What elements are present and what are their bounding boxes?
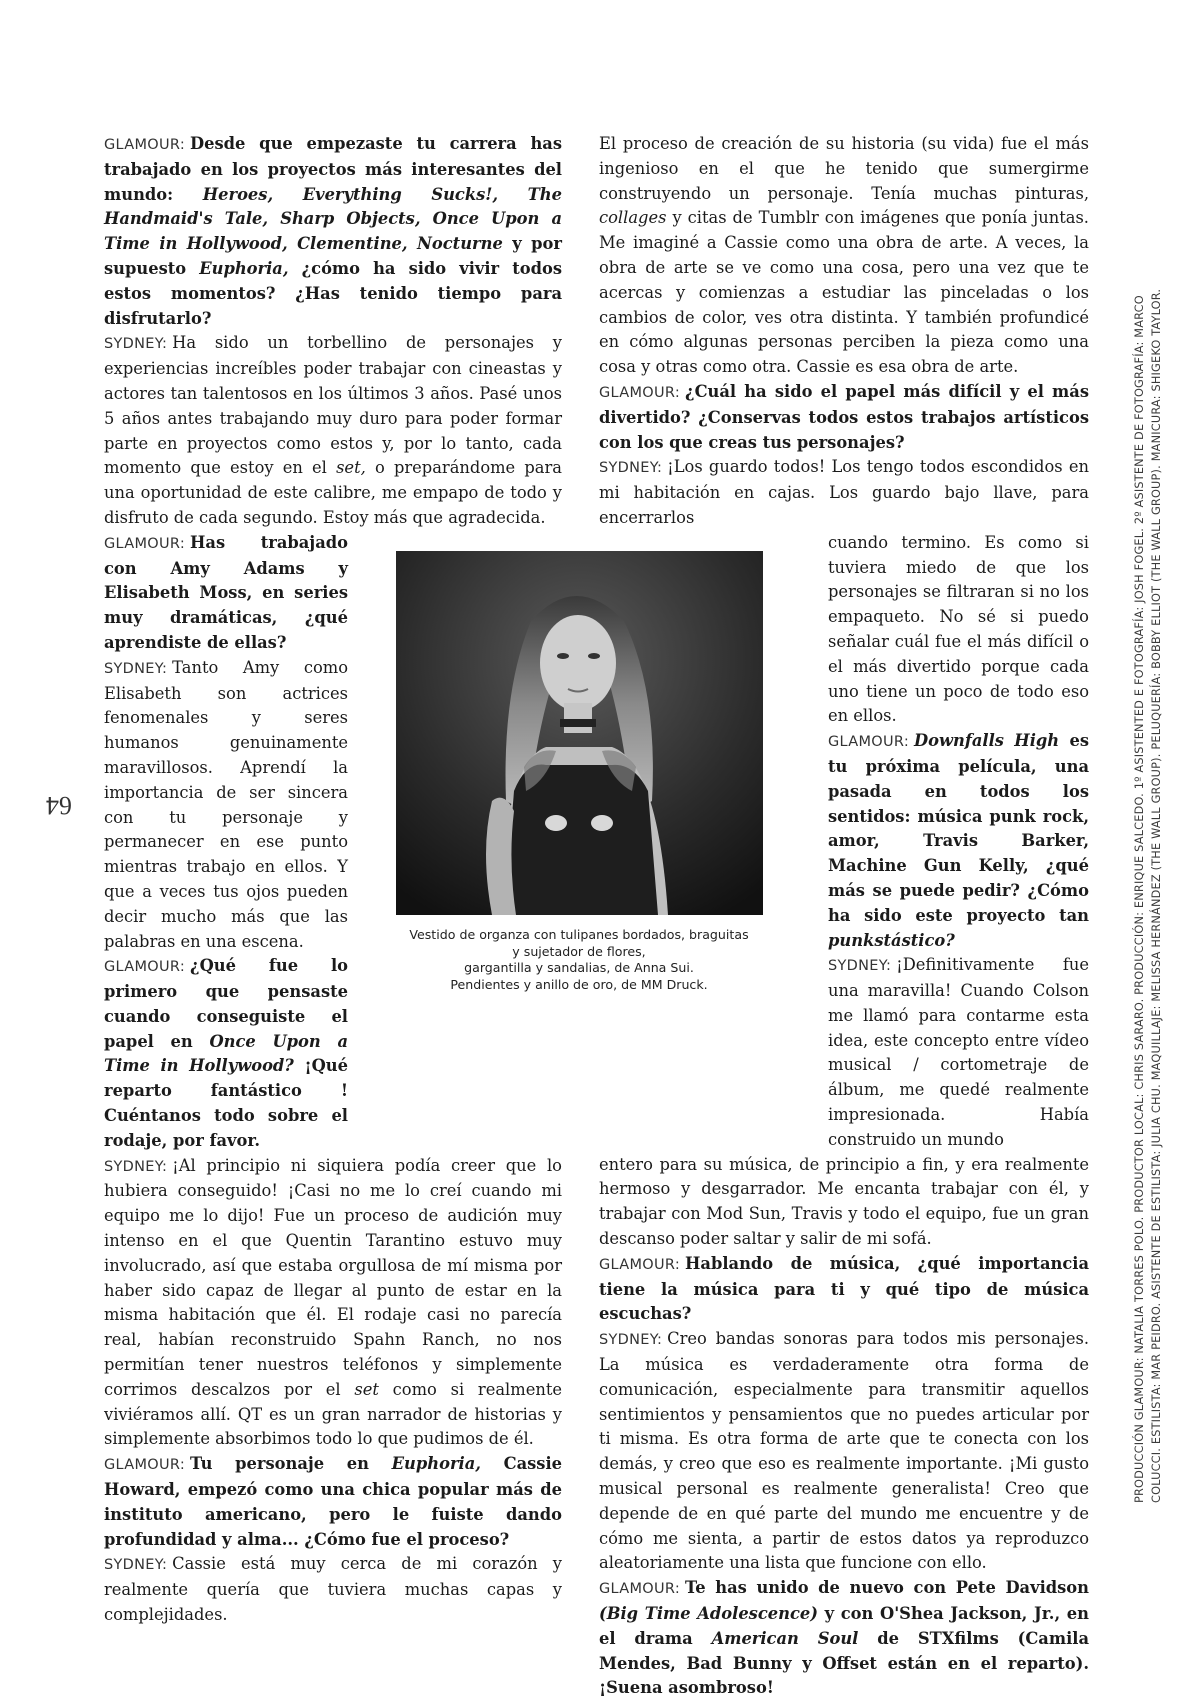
speaker-label: GLAMOUR:: [104, 959, 186, 976]
question-text: y por supuesto: [104, 234, 562, 278]
answer-italic: set: [354, 1379, 379, 1399]
answer-3: [104, 1154, 562, 1453]
answer-text: y citas de Tumblr con imágenes que ponía juntas. Me imaginé a Cassie como una obra de arte. A veces, la obra de arte se ve como una cosa, pero una vez que te acercas y comienzas a estudiar las pinceladas o los cambios de color, ves otra distinta. Y también profundicé en cómo algunas personas perciben la pieza como una cosa y otras como otra. Cassie es esa obra de arte.: [599, 208, 1089, 377]
answer-italic: collages: [599, 208, 667, 228]
speaker-label: GLAMOUR:: [104, 535, 186, 552]
credits-line: COLUCCI. ESTILISTA: MAR PEIDRO. ASISTENTE DE ESTILISTA: JULIA CHU. MAQUILLAJE: MELISSA HERNÁNDEZ (THE WALL GROUP). PELUQUERÍA: BOBBY ELLIOT (THE WALL GROUP). MANICURA: SHIGEKO TAYLOR.: [1150, 288, 1163, 1503]
answer-5-continued: [828, 531, 1089, 729]
speaker-label: GLAMOUR:: [599, 1581, 681, 1598]
caption-line: Vestido de organza con tulipanes bordados, braguitas y sujetador de flores,: [409, 927, 749, 959]
answer-text: cuando termino. Es como si tuviera miedo de que los personajes se filtraran si no los empaqueto. No sé si puedo señalar cuál fue el más difícil o el más divertido porque cada uno tiene un poco de todo eso en ellos.: [828, 532, 1089, 726]
answer-5: [599, 455, 1089, 530]
speaker-label: GLAMOUR:: [599, 1256, 681, 1273]
answer-italic: set,: [336, 458, 366, 478]
question-italic: Once Upon a Time in Hollywood?: [104, 1031, 348, 1076]
speaker-label: SYDNEY:: [599, 460, 663, 477]
question-text: Desde que empezaste tu carrera has trabajado en los proyectos más interesantes del mundo:: [104, 134, 562, 204]
speaker-label: GLAMOUR:: [599, 384, 681, 401]
question-italic: Heroes, Everything Sucks!, The Handmaid's Tale, Sharp Objects, Once Upon a Time in Hollywood, Clementine, Nocturne: [104, 184, 562, 254]
question-italic: Euphoria,: [391, 1454, 481, 1474]
speaker-label: SYDNEY:: [104, 336, 168, 353]
question-6: [828, 729, 1089, 953]
answer-6-continued: [599, 1153, 1089, 1252]
speaker-label: GLAMOUR:: [104, 1457, 186, 1474]
question-4: [104, 1452, 562, 1552]
answer-4-continued: [599, 132, 1089, 380]
answer-6: [828, 953, 1089, 1152]
answer-text: Creo bandas sonoras para todos mis personajes. La música es verdaderamente otra forma de comunicación, especialmente para transmitir aquellos sentimientos y pensamientos que no puedes articular por ti misma. Es otra forma de arte que te conecta con los demás, y creo que eso es realmente importante. ¡Mi gusto musical personal es realmente generalista! Creo que depende de en qué parte del mundo me encuentre y de cómo me sienta, a partir de estos datos ya reproduzco aleatoriamente una lista que funcione con ello.: [599, 1329, 1089, 1573]
answer-1: [104, 331, 562, 530]
answer-text: Cassie está muy cerca de mi corazón y realmente quería que tuviera muchas capas y complejidades.: [104, 1554, 562, 1625]
narrow-right-block: [828, 531, 1089, 1153]
answer-text: entero para su música, de principio a fin, y era realmente hermoso y desgarrador. Me encanta trabajar con él, y trabajar con Mod Sun, Travis y todo el equipo, fue un gran descanso poder saltar y salir de mi sofá.: [599, 1154, 1089, 1249]
question-text: Te has unido de nuevo con Pete Davidson: [685, 1578, 1089, 1598]
answer-text: Tanto Amy como Elisabeth son actrices fenomenales y seres humanos genuinamente maravillosos. Aprendí la importancia de ser sincera con tu personaje y permanecer en ese punto mientras trabajo en ellos. Y que a veces tus ojos pueden decir mucho más que las palabras en una escena.: [104, 657, 348, 951]
speaker-label: SYDNEY:: [104, 1158, 168, 1175]
narrow-left-block: [104, 531, 348, 1154]
answer-7: [599, 1327, 1089, 1576]
page-number: 64: [46, 791, 72, 820]
answer-text: El proceso de creación de su historia (su vida) fue el más ingenioso en el que he tenido que sumergirme construyendo un personaje. Tenía muchas pinturas,: [599, 134, 1089, 203]
speaker-label: SYDNEY:: [104, 660, 168, 677]
question-italic: Euphoria,: [199, 258, 289, 278]
question-text: es tu próxima película, una pasada en todos los sentidos: música punk rock, amor, Travis Barker, Machine Gun Kelly, ¿qué más se puede pedir? ¿Cómo ha sido este proyecto tan: [828, 731, 1089, 925]
answer-text: ¡Al principio ni siquiera podía creer que lo hubiera conseguido! ¡Casi no me lo creí cuando mi equipo me lo dijo! Fue un proceso de audición muy intenso en el que Quentin Tarantino estuvo muy involucrado, así que estaba orgullosa de mí misma por haber sido capaz de llegar al punto de estar en la misma habitación que él. El rodaje casi no parecía real, habían reconstruido Spahn Ranch, no nos permitían tener nuestros teléfonos y simplemente corrimos descalzos por el: [104, 1155, 562, 1399]
speaker-label: GLAMOUR:: [104, 137, 186, 153]
photo-credits: [1131, 163, 1165, 1503]
question-italic: punkstástico?: [828, 930, 955, 950]
question-text: ¿Cuál ha sido el papel más difícil y el más divertido? ¿Conservas todos estos trabajos artísticos con los que creas tus personajes?: [599, 381, 1089, 452]
question-5: [599, 380, 1089, 455]
question-text: de STXfilms (Camila Mendes, Bad Bunny y Offset están en el reparto). ¡Suena asombroso!: [599, 1628, 1090, 1698]
photo-caption: [408, 927, 750, 993]
answer-text: como si realmente viviéramos allí. QT es un gran narrador de historias y simplemente absorbimos todo lo que pudimos de él.: [104, 1379, 562, 1449]
answer-text: ¡Los guardo todos! Los tengo todos escondidos en mi habitación en cajas. Los guardo bajo llave, para encerrarlos: [599, 457, 1089, 527]
answer-text: o preparándome para una oportunidad de este calibre, me empapo de todo y disfruto de cada segundo. Estoy más que agradecida.: [104, 458, 562, 527]
caption-line: Pendientes y anillo de oro, de MM Druck.: [450, 976, 708, 992]
answer-text: ¡Definitivamente fue una maravilla! Cuando Colson me llamó para contarme esta idea, este concepto entre vídeo musical / cortometraje de álbum, me quedé realmente impresionada. Había construido un mundo: [828, 955, 1089, 1149]
question-italic: Downfalls High: [914, 731, 1060, 751]
question-1: [104, 132, 562, 331]
question-7: [599, 1252, 1089, 1327]
question-text: Cassie Howard, empezó como una chica popular más de instituto americano, pero le fuiste dando profundidad y alma... ¿Cómo fue el proceso?: [104, 1454, 562, 1549]
question-text: ¡Qué reparto fantástico ! Cuéntanos todo sobre el rodaje, por favor.: [104, 1056, 348, 1150]
speaker-label: SYDNEY:: [104, 1557, 168, 1574]
right-column: [599, 132, 1089, 1701]
question-text: Tu personaje en: [190, 1454, 392, 1474]
portrait-illustration: [396, 551, 763, 915]
question-italic: (Big Time Adolescence): [599, 1604, 818, 1624]
question-text: Hablando de música, ¿qué importancia tiene la música para ti y qué tipo de música escuchas?: [599, 1253, 1089, 1324]
question-italic: American Soul: [711, 1628, 859, 1648]
answer-2: [104, 656, 348, 955]
question-2: [104, 531, 348, 656]
credits-line: PRODUCCIÓN GLAMOUR: NATALIA TORRES POLO. PRODUCTOR LOCAL: CHRIS SARARO. PRODUCCIÓN: ENRIQUE SALCEDO. 1º ASISTENTED E FOTOGRAFÍA: JOSH FOGEL. 2º ASISTENTE DE FOTOGRAFÍA: MARCO: [1133, 295, 1146, 1503]
question-text: ¿cómo ha sido vivir todos estos momentos? ¿Has tenido tiempo para disfrutarlo?: [104, 258, 562, 328]
answer-4: [104, 1552, 562, 1627]
speaker-label: SYDNEY:: [828, 958, 892, 975]
portrait-photo: [396, 551, 763, 915]
speaker-label: GLAMOUR:: [828, 734, 910, 751]
speaker-label: SYDNEY:: [599, 1332, 663, 1349]
caption-line: gargantilla y sandalias, de Anna Sui.: [464, 960, 694, 975]
question-3: [104, 954, 348, 1153]
question-8: [599, 1576, 1089, 1701]
answer-text: Ha sido un torbellino de personajes y experiencias increíbles poder trabajar con cineastas y actores tan talentosos en los últimos 3 años. Pasé unos 5 años antes trabajando muy duro para poder formar parte en proyectos como estos y, por lo tanto, cada momento que estoy en el: [104, 333, 562, 478]
question-text: ¿Qué fue lo primero que pensaste cuando conseguiste el papel en: [104, 956, 348, 1051]
question-text: y con O'Shea Jackson, Jr., en el drama: [599, 1604, 1089, 1648]
question-text: Has trabajado con Amy Adams y Elisabeth Moss, en series muy dramáticas, ¿qué aprendiste de ellas?: [104, 532, 348, 652]
